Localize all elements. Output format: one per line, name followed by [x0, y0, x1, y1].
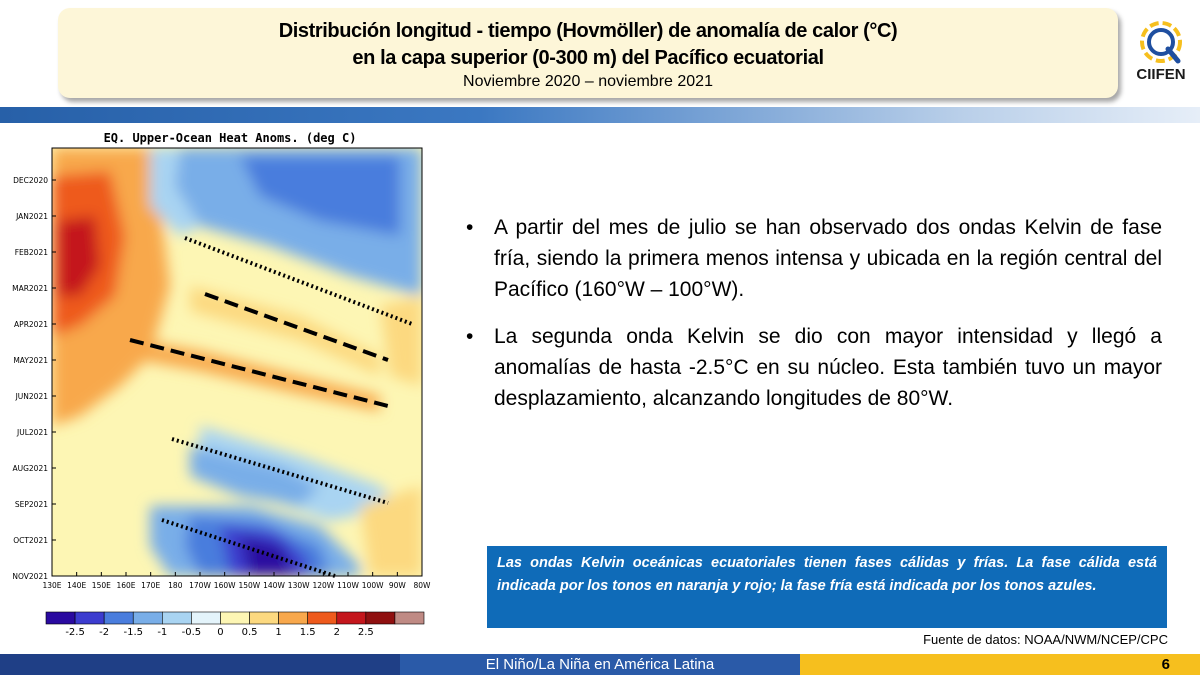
colorbar-swatch	[133, 612, 162, 624]
y-tick-label: AUG2021	[12, 464, 48, 473]
y-tick-label: JUN2021	[15, 392, 48, 401]
title-subtitle: Noviembre 2020 – noviembre 2021	[463, 73, 713, 90]
x-tick-label: 80W	[413, 581, 431, 590]
bullet-text-2: La segunda onda Kelvin se dio con mayor intensidad y llegó a anomalías de hasta -2.5°C en su núcleo. Esta también tuvo un mayor desplazamiento, alcanzando longitudes de 80°W.	[494, 325, 1162, 410]
colorbar-level-label: -1.5	[123, 627, 143, 638]
colorbar-swatch	[46, 612, 75, 624]
x-tick-label: 130E	[42, 581, 62, 590]
y-tick-label: FEB2021	[14, 248, 48, 257]
colorbar-swatch	[279, 612, 308, 624]
bullet-item-2	[462, 321, 1162, 414]
y-tick-label: JAN2021	[16, 212, 48, 221]
colorbar-level-label: 0.5	[241, 627, 258, 638]
colorbar-swatch	[308, 612, 337, 624]
colorbar-level-label: 0	[217, 627, 224, 638]
x-tick-label: 150E	[91, 581, 111, 590]
page-number: 6	[800, 654, 1200, 675]
y-tick-label: SEP2021	[14, 500, 48, 509]
colorbar-level-label: 2	[333, 627, 340, 638]
y-axis	[12, 176, 56, 581]
source-text: Fuente de datos: NOAA/NWM/NCEP/CPC	[923, 632, 1168, 647]
x-tick-label: 90W	[388, 581, 406, 590]
x-tick-label: 160E	[116, 581, 136, 590]
bullet-text-1: A partir del mes de julio se han observado dos ondas Kelvin de fase fría, siendo la primera menos intensa y ubicada en la región central del Pacífico (160°W – 100°W).	[494, 216, 1162, 301]
heatmap-field	[52, 148, 422, 576]
x-tick-label: 140W	[263, 581, 285, 590]
title-box	[58, 8, 1118, 98]
bullet-dot: •	[466, 216, 474, 239]
hovmoller-chart	[0, 126, 440, 638]
y-tick-label: JUL2021	[17, 428, 48, 437]
x-tick-label: 130W	[287, 581, 310, 590]
y-tick-label: DEC2020	[13, 176, 48, 185]
x-tick-label: 100W	[361, 581, 384, 590]
x-tick-label: 170W	[189, 581, 211, 590]
colorbar-swatch	[162, 612, 191, 624]
colorbar-swatch	[337, 612, 366, 624]
note-box: Las ondas Kelvin oceánicas ecuatoriales tienen fases cálidas y frías. La fase cálida está indicada por los tonos en naranja y rojo; la fase fría está indicada por los tonos azules.	[487, 546, 1167, 628]
colorbar-level-label: 1.5	[299, 627, 316, 638]
x-tick-label: 150W	[238, 581, 261, 590]
colorbar-swatch	[104, 612, 133, 624]
bullet-list	[462, 212, 1162, 430]
bullet-item-1	[462, 212, 1162, 305]
colorbar-level-label: -1	[157, 627, 168, 638]
footer-title: El Niño/La Niña en América Latina	[400, 654, 800, 675]
title-line-2: en la capa superior (0-300 m) del Pacífico ecuatorial	[352, 47, 824, 69]
footer-left	[0, 654, 400, 675]
colorbar-level-label: -2	[99, 627, 110, 638]
colorbar-swatch	[395, 612, 424, 624]
colorbar-swatch	[366, 612, 395, 624]
x-tick-label: 180	[168, 581, 183, 590]
x-tick-label: 110W	[337, 581, 359, 590]
colorbar-level-label: 2.5	[357, 627, 374, 638]
colorbar-level-label: -0.5	[181, 627, 202, 638]
colorbar-swatch	[75, 612, 104, 624]
bullet-dot: •	[466, 325, 474, 348]
chart-title: EQ. Upper-Ocean Heat Anoms. (deg C)	[103, 131, 357, 145]
colorbar-swatch	[220, 612, 249, 624]
y-tick-label: APR2021	[14, 320, 48, 329]
header-band	[0, 107, 1200, 123]
x-tick-label: 160W	[213, 581, 236, 590]
x-tick-label: 170E	[141, 581, 161, 590]
y-tick-label: NOV2021	[12, 572, 48, 581]
x-tick-label: 120W	[312, 581, 335, 590]
colorbar-level-label: 1	[275, 627, 282, 638]
colorbar-swatch	[250, 612, 279, 624]
hovmoller-svg	[0, 126, 440, 638]
y-tick-label: MAY2021	[13, 356, 48, 365]
colorbar	[46, 612, 424, 638]
colorbar-level-label: -2.5	[65, 627, 85, 638]
y-tick-label: MAR2021	[12, 284, 48, 293]
title-line-1: Distribución longitud - tiempo (Hovmöller) de anomalía de calor (°C)	[278, 20, 898, 42]
colorbar-swatch	[191, 612, 220, 624]
logo-text: CIIFEN	[1136, 66, 1186, 83]
x-tick-label: 140E	[67, 581, 87, 590]
y-tick-label: OCT2021	[13, 536, 48, 545]
